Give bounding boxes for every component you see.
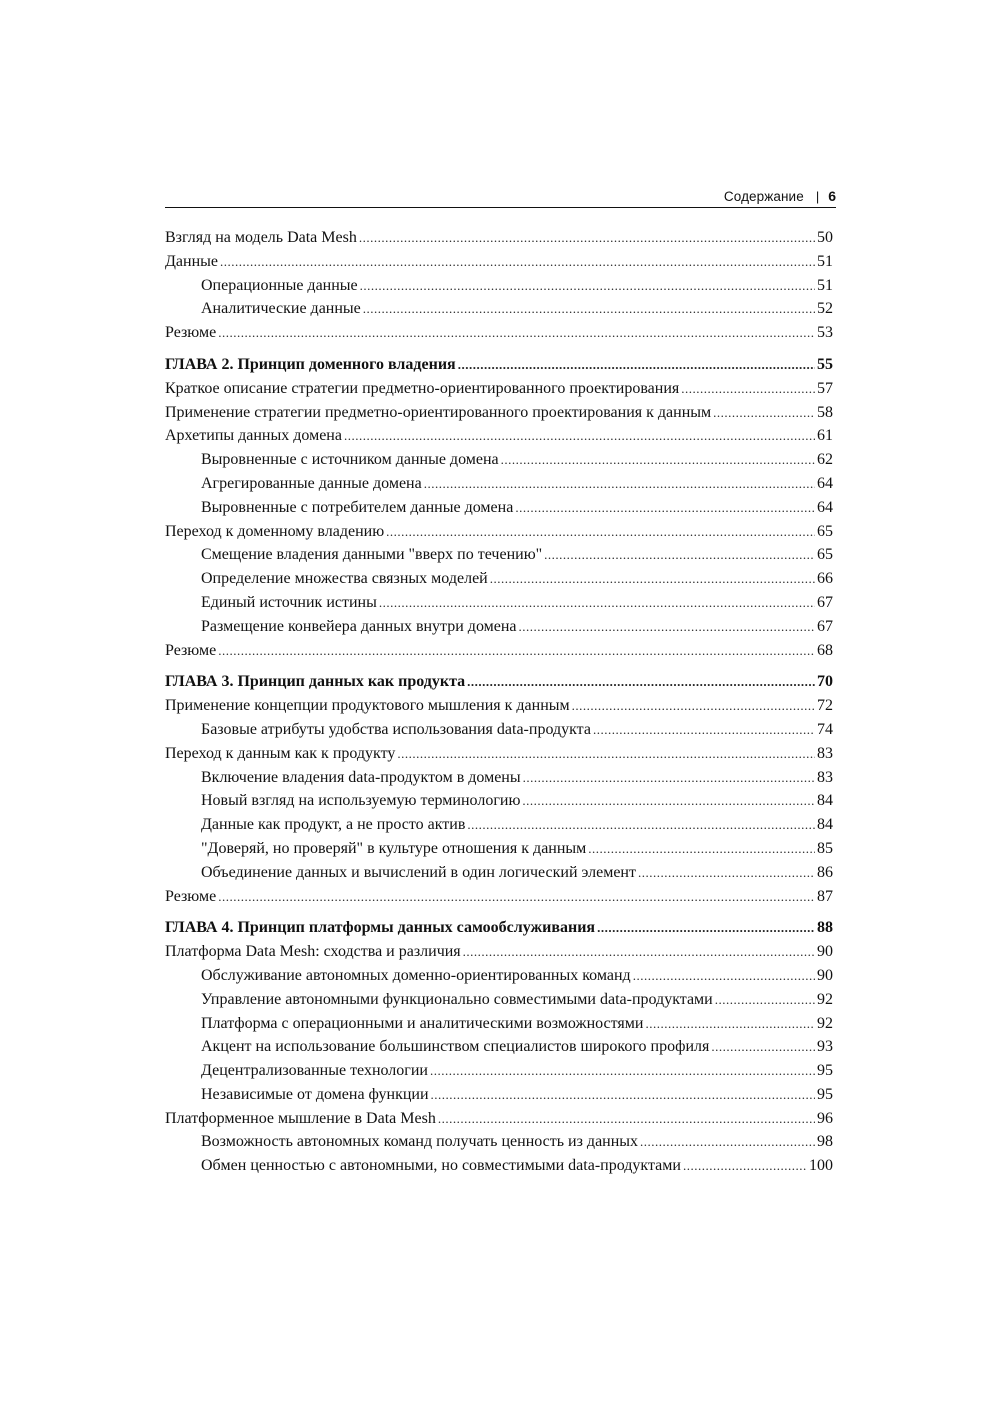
running-header <box>165 188 836 208</box>
toc-entry-page: 67 <box>817 593 833 611</box>
toc-subentry[interactable] <box>165 472 833 496</box>
header-separator: | <box>815 189 820 204</box>
toc-entry-title: Независимые от домена функции <box>201 1085 429 1103</box>
toc-entry-title: Данные <box>165 252 218 270</box>
toc-entry-title: Резюме <box>165 324 217 342</box>
dot-leader <box>218 885 815 909</box>
dot-leader <box>360 274 815 298</box>
dot-leader <box>572 694 815 718</box>
dot-leader <box>713 401 815 425</box>
toc-entry-page: 87 <box>817 887 833 905</box>
toc-entry-title: "Доверяй, но проверяй" в культуре отношения к данным <box>201 839 587 857</box>
toc-entry-title: Акцент на использование большинством специалистов широкого профиля <box>201 1038 710 1056</box>
toc-subentry[interactable] <box>165 615 833 639</box>
toc-entry-page: 64 <box>817 498 833 516</box>
dot-leader <box>522 789 815 813</box>
toc-entry[interactable] <box>165 377 833 401</box>
dot-leader <box>711 1035 815 1059</box>
dot-leader <box>467 813 815 837</box>
toc-entry-page: 92 <box>817 990 833 1008</box>
toc-subentry[interactable] <box>165 837 833 861</box>
toc-entry-title: Размещение конвейера данных внутри домена <box>201 617 517 635</box>
toc-entry-page: 58 <box>817 403 833 421</box>
toc-subentry[interactable] <box>165 1059 833 1083</box>
dot-leader <box>597 916 815 940</box>
toc-entry-title: Платформа Data Mesh: сходства и различия <box>165 943 461 961</box>
toc-entry-page: 53 <box>817 324 833 342</box>
toc-entry-title: Децентрализованные технологии <box>201 1062 428 1080</box>
toc-entry-page: 93 <box>817 1038 833 1056</box>
toc-entry-page: 90 <box>817 966 833 984</box>
toc-entry-page: 95 <box>817 1085 833 1103</box>
dot-leader <box>523 766 815 790</box>
dot-leader <box>681 377 815 401</box>
dot-leader <box>640 1130 815 1154</box>
toc-entry-page: 66 <box>817 570 833 588</box>
toc-subentry[interactable] <box>165 1130 833 1154</box>
toc-entry-title: Включение владения data-продуктом в домены <box>201 768 521 786</box>
toc-entry-page: 90 <box>817 943 833 961</box>
toc-subentry[interactable] <box>165 766 833 790</box>
dot-leader <box>438 1107 815 1131</box>
toc-subentry[interactable] <box>165 988 833 1012</box>
toc-entry-title: Данные как продукт, а не просто актив <box>201 816 466 834</box>
dot-leader <box>588 837 815 861</box>
toc-entry-title: Возможность автономных команд получать ценность из данных <box>201 1133 639 1151</box>
toc-entry-page: 55 <box>817 355 833 373</box>
toc-entry-title: Применение концепции продуктового мышления к данным <box>165 697 570 715</box>
toc-entry-page: 98 <box>817 1133 833 1151</box>
dot-leader <box>463 940 815 964</box>
toc-entry-title: Объединение данных и вычислений в один логический элемент <box>201 863 636 881</box>
toc-entry-title: Переход к доменному владению <box>165 522 385 540</box>
toc-entry-title: Определение множества связных моделей <box>201 570 488 588</box>
toc-entry-title: Применение стратегии предметно-ориентированного проектирования к данным <box>165 403 712 421</box>
toc-subentry[interactable] <box>165 496 833 520</box>
toc-entry-page: 51 <box>817 276 833 294</box>
dot-leader <box>218 639 815 663</box>
toc-entry-page: 51 <box>817 252 833 270</box>
toc-chapter-entry[interactable] <box>165 670 833 694</box>
toc-chapter-entry[interactable] <box>165 353 833 377</box>
toc-entry[interactable] <box>165 321 833 345</box>
toc-entry-title: Краткое описание стратегии предметно-ориентированного проектирования <box>165 379 680 397</box>
toc-entry-page: 57 <box>817 379 833 397</box>
toc-entry-title: Выровненные с источником данные домена <box>201 451 499 469</box>
toc-subentry[interactable] <box>165 297 833 321</box>
toc-subentry[interactable] <box>165 1154 833 1178</box>
dot-leader <box>379 591 815 615</box>
dot-leader <box>544 543 815 567</box>
dot-leader <box>501 448 815 472</box>
toc-subentry[interactable] <box>165 1035 833 1059</box>
dot-leader <box>386 520 815 544</box>
toc-entry-title: Платформа с операционными и аналитическими возможностями <box>201 1014 644 1032</box>
toc-entry-page: 70 <box>817 673 833 691</box>
toc-entry-page: 52 <box>817 300 833 318</box>
toc-subentry[interactable] <box>165 1012 833 1036</box>
toc-entry[interactable] <box>165 1107 833 1131</box>
toc-entry-page: 88 <box>817 919 833 937</box>
toc-entry-page: 100 <box>809 1157 833 1175</box>
table-of-contents <box>165 226 833 1178</box>
toc-subentry[interactable] <box>165 964 833 988</box>
dot-leader <box>431 1083 815 1107</box>
toc-subentry[interactable] <box>165 789 833 813</box>
toc-chapter-title: ГЛАВА 3. Принцип данных как продукта <box>165 673 466 691</box>
toc-entry-title: Управление автономными функционально совместимыми data-продуктами <box>201 990 713 1008</box>
toc-entry-page: 50 <box>817 229 833 246</box>
toc-entry-title: Обслуживание автономных доменно-ориентированных команд <box>201 966 631 984</box>
toc-entry[interactable] <box>165 742 833 766</box>
dot-leader <box>633 964 815 988</box>
toc-entry-title: Аналитические данные <box>201 300 361 318</box>
toc-entry-title: Базовые атрибуты удобства использования data-продукта <box>201 720 591 738</box>
toc-entry-page: 72 <box>817 697 833 715</box>
toc-entry[interactable] <box>165 250 833 274</box>
toc-entry[interactable] <box>165 520 833 544</box>
dot-leader <box>645 1012 815 1036</box>
toc-entry-page: 83 <box>817 744 833 762</box>
toc-entry-title: Смещение владения данными "вверх по течению" <box>201 546 543 564</box>
dot-leader <box>593 718 815 742</box>
dot-leader <box>344 424 815 448</box>
toc-chapter-title: ГЛАВА 2. Принцип доменного владения <box>165 355 456 373</box>
toc-subentry[interactable] <box>165 861 833 885</box>
toc-chapter-entry[interactable] <box>165 916 833 940</box>
toc-subentry[interactable] <box>165 448 833 472</box>
dot-leader <box>397 742 815 766</box>
dot-leader <box>519 615 815 639</box>
toc-entry-page: 62 <box>817 451 833 469</box>
dot-leader <box>458 353 815 377</box>
toc-entry-title: Выровненные с потребителем данные домена <box>201 498 514 516</box>
header-section-title: Содержание <box>723 189 804 204</box>
header-page-number: 6 <box>828 188 836 204</box>
dot-leader <box>515 496 815 520</box>
toc-entry-page: 86 <box>817 863 833 881</box>
toc-entry-page: 92 <box>817 1014 833 1032</box>
toc-entry-title: Взгляд на модель Data Mesh <box>165 229 357 246</box>
toc-subentry[interactable] <box>165 274 833 298</box>
toc-entry-page: 64 <box>817 474 833 492</box>
toc-subentry[interactable] <box>165 591 833 615</box>
toc-subentry[interactable] <box>165 813 833 837</box>
dot-leader <box>683 1154 807 1178</box>
toc-entry-page: 83 <box>817 768 833 786</box>
toc-subentry[interactable] <box>165 718 833 742</box>
toc-entry[interactable] <box>165 940 833 964</box>
dot-leader <box>359 226 815 250</box>
toc-entry-title: Архетипы данных домена <box>165 427 342 445</box>
toc-entry-title: Обмен ценностью с автономными, но совместимыми data-продуктами <box>201 1157 681 1175</box>
toc-entry[interactable] <box>165 694 833 718</box>
toc-entry-page: 95 <box>817 1062 833 1080</box>
toc-subentry[interactable] <box>165 567 833 591</box>
toc-entry[interactable] <box>165 226 833 250</box>
toc-entry-title: Платформенное мышление в Data Mesh <box>165 1109 436 1127</box>
toc-entry-title: Операционные данные <box>201 276 358 294</box>
toc-entry-page: 65 <box>817 546 833 564</box>
toc-entry-page: 65 <box>817 522 833 540</box>
dot-leader <box>467 670 815 694</box>
toc-entry[interactable] <box>165 424 833 448</box>
toc-entry-page: 85 <box>817 839 833 857</box>
toc-subentry[interactable] <box>165 543 833 567</box>
toc-entry-title: Единый источник истины <box>201 593 377 611</box>
toc-subentry[interactable] <box>165 1083 833 1107</box>
toc-entry-title: Новый взгляд на используемую терминологию <box>201 792 521 810</box>
toc-entry-page: 61 <box>817 427 833 445</box>
dot-leader <box>218 321 815 345</box>
dot-leader <box>220 250 815 274</box>
toc-entry-page: 74 <box>817 720 833 738</box>
dot-leader <box>715 988 815 1012</box>
toc-entry-title: Резюме <box>165 887 217 905</box>
dot-leader <box>490 567 815 591</box>
toc-entry-title: Резюме <box>165 641 217 659</box>
toc-entry-page: 67 <box>817 617 833 635</box>
toc-entry-page: 96 <box>817 1109 833 1127</box>
dot-leader <box>424 472 815 496</box>
toc-entry-page: 68 <box>817 641 833 659</box>
toc-entry-page: 84 <box>817 816 833 834</box>
toc-entry-title: Агрегированные данные домена <box>201 474 422 492</box>
dot-leader <box>363 297 815 321</box>
toc-entry[interactable] <box>165 885 833 909</box>
toc-entry-title: Переход к данным как к продукту <box>165 744 396 762</box>
toc-entry[interactable] <box>165 639 833 663</box>
dot-leader <box>430 1059 815 1083</box>
toc-entry[interactable] <box>165 401 833 425</box>
toc-entry-page: 84 <box>817 792 833 810</box>
toc-chapter-title: ГЛАВА 4. Принцип платформы данных самообслуживания <box>165 919 596 937</box>
dot-leader <box>638 861 815 885</box>
